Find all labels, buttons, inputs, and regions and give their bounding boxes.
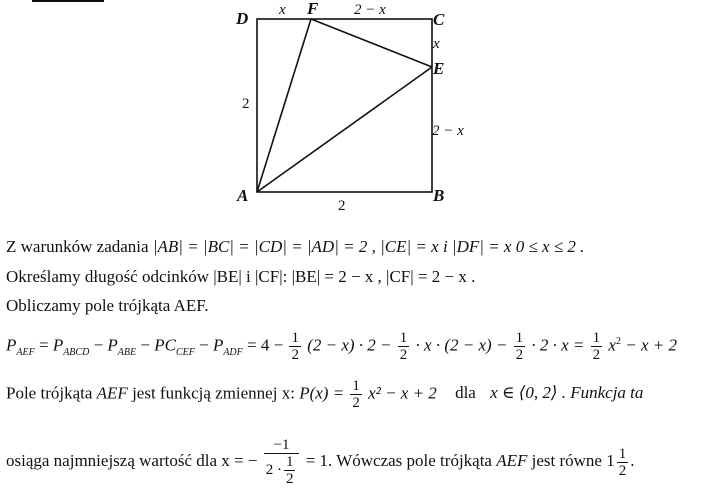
fraction-half-6	[284, 454, 296, 487]
vertex-e: E	[433, 59, 445, 78]
p-aef: P	[6, 335, 17, 355]
frac-den: 2	[618, 462, 627, 479]
fraction-vertex	[264, 437, 300, 487]
minimum-text: = 1. Wówczas pole trójkąta	[305, 450, 492, 470]
conditions-equations: |AB| = |BC| = |CD| = |AD| = 2 , |CE| = x i |DF| = x 0 ≤ x ≤ 2 .	[152, 237, 585, 256]
function-tail: x² − x + 2	[368, 383, 437, 403]
function-line	[6, 378, 643, 411]
frac-num: 1	[592, 330, 601, 346]
frac-num: 1	[399, 330, 408, 346]
rhs-sup: 2	[615, 335, 621, 347]
fraction-half-3	[514, 330, 526, 363]
vertex-den-part: 2 ·	[265, 461, 282, 478]
label-right-2-minus-x: 2 − x	[432, 123, 464, 139]
vertex-d: D	[236, 9, 249, 28]
p-of-x: P(x) =	[299, 383, 345, 403]
minus-2: −	[140, 335, 150, 355]
rhs-part-4: · 2 · x =	[531, 335, 585, 355]
vertex-f: F	[307, 0, 319, 18]
function-text: jest funkcją zmiennej x:	[132, 383, 295, 403]
rhs-part-5: x	[608, 335, 616, 355]
fraction-half-1	[289, 330, 301, 363]
frac-num: 1	[285, 454, 294, 470]
domain-text: x ∈ ⟨0, 2⟩ . Funkcja ta	[490, 383, 644, 403]
aef-label: AEF	[96, 383, 128, 403]
area-intro-line: Obliczamy pole trójkąta AEF.	[6, 296, 209, 315]
eq-sign: =	[38, 335, 49, 355]
frac-den: 2	[352, 395, 360, 411]
fraction-half-7	[617, 446, 629, 479]
result-text: jest równe 1	[531, 450, 615, 470]
frac-den: 2	[285, 471, 294, 487]
frac-num: 1	[352, 378, 360, 394]
rhs-part-1: = 4 −	[247, 335, 284, 355]
p-abe: P	[107, 335, 118, 355]
label-top-x: x	[279, 2, 286, 18]
fraction-half-2	[398, 330, 410, 363]
sub-aef: AEF	[16, 346, 35, 358]
pc-cef: PC	[154, 335, 176, 355]
frac-den: 2	[399, 347, 408, 363]
p-adf: P	[212, 335, 224, 355]
label-right-x: x	[433, 36, 440, 52]
conditions-line	[6, 237, 584, 257]
vertex-c: C	[433, 10, 445, 29]
rhs-part-3: · x · (2 − x) −	[415, 335, 508, 355]
frac-num: 1	[618, 445, 627, 462]
vertex-b: B	[433, 186, 445, 205]
conditions-intro: Z warunków zadania	[6, 237, 149, 256]
sub-cef: CEF	[175, 346, 195, 358]
vertex-a: A	[237, 186, 249, 205]
label-left-2: 2	[242, 96, 250, 112]
label-bottom-2: 2	[338, 198, 346, 214]
fraction-half-5	[350, 378, 362, 411]
frac-num: 1	[291, 330, 299, 346]
rhs-part-6: − x + 2	[625, 335, 677, 355]
frac-den: 2	[291, 347, 299, 363]
vertex-den	[264, 454, 300, 487]
frac-num: 1	[515, 330, 524, 346]
minus-3: −	[199, 335, 209, 355]
sub-abe: ABE	[117, 346, 137, 358]
frac-den: 2	[515, 347, 524, 363]
minimum-intro: osiąga najmniejszą wartość dla x = −	[6, 450, 258, 470]
vertex-num: −1	[264, 437, 300, 454]
square-figure	[0, 0, 701, 230]
area-formula-line	[6, 330, 677, 363]
p-abcd: P	[52, 335, 64, 355]
final-dot: .	[630, 450, 635, 470]
function-intro: Pole trójkąta	[6, 383, 93, 403]
minimum-line	[6, 437, 634, 487]
lengths-line: Określamy długość odcinków |BE| i |CF|: |BE| = 2 − x , |CF| = 2 − x .	[6, 267, 476, 286]
frac-den: 2	[592, 347, 601, 363]
segment-af	[257, 19, 311, 192]
segment-ae	[257, 67, 432, 192]
segment-fe	[311, 19, 432, 67]
aef-label-2: AEF	[496, 450, 528, 470]
dla-word: dla	[455, 383, 476, 403]
sub-abcd: ABCD	[63, 346, 90, 358]
label-top-2-minus-x: 2 − x	[354, 2, 386, 18]
rhs-part-2: (2 − x) · 2 −	[307, 335, 392, 355]
fraction-half-4	[591, 330, 603, 363]
sub-adf: ADF	[223, 346, 243, 358]
minus-1: −	[93, 335, 104, 355]
